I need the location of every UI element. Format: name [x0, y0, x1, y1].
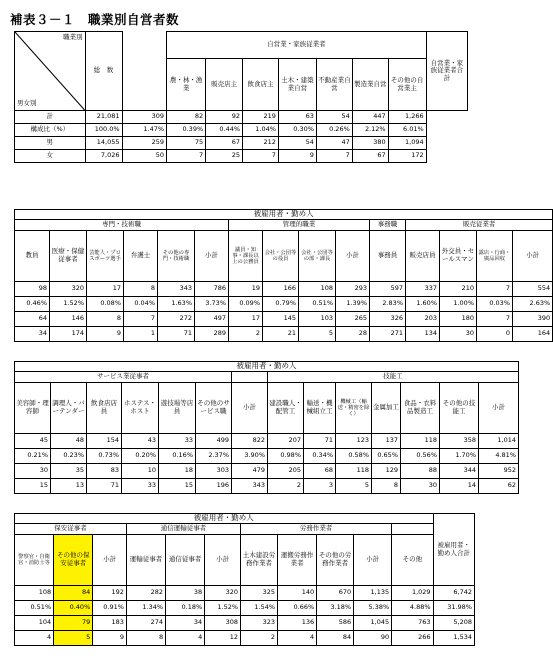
data-cell: 271 — [370, 327, 406, 342]
table-row — [15, 601, 475, 616]
data-cell: 45 — [15, 434, 51, 449]
sum-cell: 6.01% — [388, 124, 426, 137]
section-title: 被雇用者・勤め人 — [15, 210, 553, 220]
data-cell: 47 — [316, 137, 352, 150]
data-cell: 7 — [243, 150, 279, 163]
col-header: 医療・保健従事者 — [50, 231, 87, 282]
data-cell: 192 — [93, 586, 127, 601]
data-cell: 1,135 — [354, 586, 392, 601]
col-header: 芸能人・プロスポーツ選手 — [87, 231, 124, 282]
data-cell: 83 — [87, 464, 122, 479]
col-header: 小計 — [513, 231, 553, 282]
data-cell: 0.04% — [124, 297, 158, 312]
data-cell: 274 — [126, 616, 165, 631]
col-header: 調理人・バーテンダー — [51, 383, 87, 434]
data-cell: 554 — [513, 282, 553, 297]
data-cell: 28 — [336, 327, 370, 342]
data-cell: 9 — [87, 327, 124, 342]
data-cell: 1,029 — [392, 586, 433, 601]
data-cell: 84 — [54, 586, 93, 601]
table-row — [15, 616, 475, 631]
total-cell: 21,081 — [85, 111, 122, 124]
data-cell: 0.21% — [15, 449, 51, 464]
data-cell: 166 — [263, 282, 299, 297]
data-cell: 0.79% — [263, 297, 299, 312]
group-header: 労務作業者 — [241, 524, 392, 535]
col-header: その他の保安従事者 — [54, 535, 93, 586]
data-cell: 1 — [124, 327, 158, 342]
col-header: 自営業・家族従業者合計 — [426, 32, 467, 111]
data-cell: 344 — [440, 464, 479, 479]
col-header: 小計 — [205, 535, 241, 586]
data-cell: 1,534 — [433, 631, 474, 646]
col-header: 美容師・理容師 — [15, 383, 51, 434]
data-cell: 43 — [122, 434, 159, 449]
col-header: 金属加工 — [372, 383, 401, 434]
data-cell: 1.34% — [126, 601, 165, 616]
data-cell: 92 — [206, 111, 243, 124]
data-cell: 7 — [477, 312, 513, 327]
col-header: 飲食店店員 — [87, 383, 122, 434]
data-cell: 1.70% — [440, 449, 479, 464]
data-cell: 62 — [479, 479, 519, 494]
data-cell: 18 — [159, 464, 196, 479]
data-cell: 343 — [158, 282, 195, 297]
data-cell: 3.18% — [317, 601, 354, 616]
data-cell: 71 — [87, 479, 122, 494]
data-cell: 4.81% — [479, 449, 519, 464]
data-cell: 0.09% — [229, 297, 263, 312]
data-cell: 34 — [15, 327, 50, 342]
data-cell: 597 — [370, 282, 406, 297]
data-cell: 670 — [317, 586, 354, 601]
corner-top-label: 職業別 — [63, 33, 83, 41]
data-cell: 272 — [158, 312, 195, 327]
data-cell: 203 — [406, 312, 440, 327]
col-header: 警察官・自衛官・消防士等 — [15, 535, 54, 586]
data-cell: 320 — [50, 282, 87, 297]
table-row — [15, 464, 519, 479]
group-filler — [392, 524, 433, 535]
data-cell: 2.83% — [370, 297, 406, 312]
data-cell: 390 — [513, 312, 553, 327]
row-label: 計 — [15, 111, 86, 124]
data-cell: 2.37% — [196, 449, 232, 464]
row-label: 構成比（%） — [15, 124, 86, 137]
data-cell: 129 — [372, 464, 401, 479]
table-row — [15, 282, 553, 297]
col-header: 輸送・機械組立工 — [304, 383, 336, 434]
data-cell: 0 — [477, 327, 513, 342]
sum-cell: 172 — [388, 150, 426, 163]
data-cell: 308 — [205, 616, 241, 631]
col-header: 小計 — [93, 535, 127, 586]
data-cell: 380 — [352, 137, 388, 150]
data-cell: 0.08% — [87, 297, 124, 312]
col-header: 製造業自営 — [352, 59, 388, 111]
corner-bottom-label: 男女別 — [17, 99, 37, 108]
data-cell: 71 — [158, 327, 195, 342]
data-cell: 303 — [196, 464, 232, 479]
data-cell: 447 — [352, 111, 388, 124]
group-header: 保安従事者 — [15, 524, 127, 535]
data-cell: 123 — [336, 434, 372, 449]
group-header: 事務職 — [370, 220, 406, 231]
data-cell: 4 — [278, 631, 317, 646]
data-cell: 35 — [51, 464, 87, 479]
data-cell: 479 — [232, 464, 268, 479]
data-cell: 822 — [232, 434, 268, 449]
data-cell: 1.52% — [205, 601, 241, 616]
table-row — [15, 297, 553, 312]
data-cell: 146 — [50, 312, 87, 327]
col-header: 小計 — [336, 231, 370, 282]
data-cell: 108 — [15, 586, 54, 601]
col-header: 会社・公団等の役員 — [263, 231, 299, 282]
data-cell: 343 — [232, 479, 268, 494]
data-cell: 7 — [124, 312, 158, 327]
data-cell: 12 — [205, 631, 241, 646]
row-label: 男 — [15, 137, 86, 150]
col-header: 農・林・漁業 — [167, 59, 206, 111]
data-cell: 2 — [268, 479, 304, 494]
data-cell: 30 — [440, 327, 477, 342]
data-cell: 0.03% — [477, 297, 513, 312]
section-title: 被雇用者・勤め人 — [15, 514, 434, 524]
data-cell: 79 — [54, 616, 93, 631]
col-header: 運搬労務作業者 — [278, 535, 317, 586]
data-cell: 325 — [241, 586, 278, 601]
employee-table-3 — [14, 513, 475, 646]
data-cell: 54 — [316, 111, 352, 124]
table-row — [15, 124, 468, 137]
data-cell: 3.73% — [195, 297, 229, 312]
data-cell: 2 — [229, 327, 263, 342]
col-header: 小計 — [354, 535, 392, 586]
data-cell: 1,045 — [354, 616, 392, 631]
data-cell: 15 — [159, 479, 196, 494]
col-header: 小計 — [232, 383, 268, 434]
data-cell: 0.20% — [122, 449, 159, 464]
table-row — [15, 479, 519, 494]
data-cell: 212 — [243, 137, 279, 150]
data-cell: 136 — [278, 616, 317, 631]
group-header: サービス業従事者 — [15, 372, 232, 383]
data-cell: 118 — [401, 434, 440, 449]
col-header: 会社・公団等の部・課長 — [299, 231, 336, 282]
group-filler — [232, 372, 268, 383]
sum-cell: 1,094 — [388, 137, 426, 150]
data-cell: 9 — [93, 631, 127, 646]
data-cell: 180 — [440, 312, 477, 327]
col-header: 遊技場等店員 — [159, 383, 196, 434]
data-cell: 1.04% — [243, 124, 279, 137]
data-cell: 3 — [304, 479, 336, 494]
data-cell: 786 — [195, 282, 229, 297]
group-header: 管理的職業 — [229, 220, 370, 231]
data-cell: 337 — [406, 282, 440, 297]
corner-header — [15, 32, 86, 111]
table-row — [15, 434, 519, 449]
data-cell: 1.00% — [440, 297, 477, 312]
col-header: 土木・建築業自営 — [278, 59, 316, 111]
col-header: 土木建設労務作業者 — [241, 535, 278, 586]
data-cell: 103 — [299, 312, 336, 327]
table-row — [15, 631, 475, 646]
data-cell: 0.73% — [87, 449, 122, 464]
data-cell: 0.51% — [15, 601, 54, 616]
col-header: 小計 — [195, 231, 229, 282]
employee-table-2 — [14, 361, 519, 494]
data-cell: 34 — [166, 616, 205, 631]
data-cell: 64 — [15, 312, 50, 327]
col-header: 事務員 — [370, 231, 406, 282]
data-cell: 5,208 — [433, 616, 474, 631]
data-cell: 205 — [268, 464, 304, 479]
data-cell: 0.91% — [93, 601, 127, 616]
data-cell: 0.40% — [54, 601, 93, 616]
data-cell: 210 — [440, 282, 477, 297]
data-cell: 134 — [406, 327, 440, 342]
data-cell: 207 — [268, 434, 304, 449]
data-cell: 309 — [122, 111, 167, 124]
data-cell: 499 — [196, 434, 232, 449]
row-label: 女 — [15, 150, 86, 163]
sum-cell: 1,266 — [388, 111, 426, 124]
col-header: 運輸従事者 — [126, 535, 165, 586]
data-cell: 2 — [241, 631, 278, 646]
data-cell: 586 — [317, 616, 354, 631]
data-cell: 17 — [87, 282, 124, 297]
data-cell: 7 — [316, 150, 352, 163]
data-cell: 3.90% — [232, 449, 268, 464]
data-cell: 63 — [278, 111, 316, 124]
data-cell: 104 — [15, 616, 54, 631]
group-header: 専門・技術職 — [15, 220, 229, 231]
data-cell: 323 — [241, 616, 278, 631]
data-cell: 0.56% — [401, 449, 440, 464]
data-cell: 0.58% — [336, 449, 372, 464]
col-header: 議員・知事・課長以上の公務員 — [229, 231, 263, 282]
col-header: 機械工（輸送・精密を除く） — [336, 383, 372, 434]
data-cell: 10 — [122, 464, 159, 479]
data-cell: 4 — [15, 631, 54, 646]
section-title: 被雇用者・勤め人 — [15, 362, 519, 372]
col-header: 飲食店主 — [243, 59, 279, 111]
data-cell: 1.52% — [50, 297, 87, 312]
data-cell: 259 — [122, 137, 167, 150]
col-header: 販売店員 — [406, 231, 440, 282]
data-cell: 497 — [195, 312, 229, 327]
total-cell: 7,026 — [85, 150, 122, 163]
data-cell: 7 — [167, 150, 206, 163]
data-cell: 763 — [392, 616, 433, 631]
table-row — [15, 327, 553, 342]
col-header: その他の技能工 — [440, 383, 479, 434]
data-cell: 84 — [317, 631, 354, 646]
data-cell: 71 — [304, 434, 336, 449]
data-cell: 48 — [51, 434, 87, 449]
data-cell: 88 — [401, 464, 440, 479]
data-cell: 5 — [299, 327, 336, 342]
data-cell: 0.34% — [304, 449, 336, 464]
data-cell: 952 — [479, 464, 519, 479]
data-cell: 33 — [122, 479, 159, 494]
data-cell: 0.16% — [159, 449, 196, 464]
data-cell: 50 — [122, 150, 167, 163]
col-header: 露店・行商・廣品回収 — [477, 231, 513, 282]
data-cell: 6,742 — [433, 586, 474, 601]
data-cell: 0.30% — [278, 124, 316, 137]
data-cell: 196 — [196, 479, 232, 494]
col-header: その他 — [392, 535, 433, 586]
data-cell: 140 — [278, 586, 317, 601]
data-cell: 25 — [206, 150, 243, 163]
data-cell: 154 — [87, 434, 122, 449]
data-cell: 15 — [15, 479, 51, 494]
data-cell: 108 — [299, 282, 336, 297]
data-cell: 282 — [126, 586, 165, 601]
data-cell: 30 — [15, 464, 51, 479]
col-header: その他のサービス職 — [196, 383, 232, 434]
employee-table-1 — [14, 209, 553, 342]
data-cell: 0.46% — [15, 297, 50, 312]
data-cell: 320 — [205, 586, 241, 601]
table-row — [15, 137, 468, 150]
data-cell: 30 — [401, 479, 440, 494]
col-header: 販売店主 — [206, 59, 243, 111]
data-cell: 289 — [195, 327, 229, 342]
data-cell: 8 — [87, 312, 124, 327]
data-cell: 21 — [263, 327, 299, 342]
total-cell: 14,055 — [85, 137, 122, 150]
group-header: 通信運輸従事者 — [126, 524, 240, 535]
col-header: 食品・衣料品製造工 — [401, 383, 440, 434]
data-cell: 5 — [336, 479, 372, 494]
data-cell: 67 — [206, 137, 243, 150]
col-header: 不動産業自営 — [316, 59, 352, 111]
col-header: その他の専門・技術職 — [158, 231, 195, 282]
self-employed-table — [14, 31, 468, 163]
col-header: 建設職人・配管工 — [268, 383, 304, 434]
data-cell: 38 — [166, 586, 205, 601]
data-cell: 13 — [51, 479, 87, 494]
data-cell: 4.88% — [392, 601, 433, 616]
col-header: 通信従事者 — [166, 535, 205, 586]
data-cell: 5.38% — [354, 601, 392, 616]
data-cell: 90 — [354, 631, 392, 646]
table-row — [15, 150, 468, 163]
data-cell: 164 — [513, 327, 553, 342]
data-cell: 183 — [93, 616, 127, 631]
data-cell: 0.18% — [166, 601, 205, 616]
data-cell: 54 — [278, 137, 316, 150]
col-header: 弁護士 — [124, 231, 158, 282]
data-cell: 98 — [15, 282, 50, 297]
group-header: 自営業・家族従業者 — [167, 32, 427, 59]
table-row — [15, 111, 468, 124]
data-cell: 5 — [54, 631, 93, 646]
data-cell: 0.98% — [268, 449, 304, 464]
data-cell: 265 — [336, 312, 370, 327]
group-header: 販売従業者 — [406, 220, 553, 231]
data-cell: 8 — [372, 479, 401, 494]
data-cell: 8 — [124, 282, 158, 297]
data-cell: 4 — [166, 631, 205, 646]
data-cell: 266 — [392, 631, 433, 646]
table-row — [15, 449, 519, 464]
group-header: 技能工 — [268, 372, 519, 383]
col-header: その他の労務作業者 — [317, 535, 354, 586]
data-cell: 0.26% — [316, 124, 352, 137]
table-row — [15, 586, 475, 601]
data-cell: 67 — [352, 150, 388, 163]
data-cell: 33 — [159, 434, 196, 449]
total-header: 総 数 — [85, 32, 122, 111]
data-cell: 9 — [278, 150, 316, 163]
page-title: 補表３－１ 職業別自営者数 — [10, 12, 180, 27]
data-cell: 0.51% — [299, 297, 336, 312]
data-cell: 174 — [50, 327, 87, 342]
data-cell: 17 — [229, 312, 263, 327]
data-cell: 19 — [229, 282, 263, 297]
col-header: 教員 — [15, 231, 50, 282]
data-cell: 219 — [243, 111, 279, 124]
data-cell: 145 — [263, 312, 299, 327]
data-cell: 358 — [440, 434, 479, 449]
data-cell: 1.54% — [241, 601, 278, 616]
data-cell: 1.63% — [158, 297, 195, 312]
data-cell: 8 — [126, 631, 165, 646]
data-cell: 293 — [336, 282, 370, 297]
col-header: 小計 — [479, 383, 519, 434]
data-cell: 7 — [477, 282, 513, 297]
data-cell: 31.98% — [433, 601, 474, 616]
data-cell: 14 — [440, 479, 479, 494]
data-cell: 0.44% — [206, 124, 243, 137]
total-cell: 100.0% — [85, 124, 122, 137]
data-cell: 1.39% — [336, 297, 370, 312]
data-cell: 0.39% — [167, 124, 206, 137]
col-header: その他の自営業主 — [388, 59, 426, 111]
data-cell: 118 — [336, 464, 372, 479]
data-cell: 137 — [372, 434, 401, 449]
data-cell: 1.60% — [406, 297, 440, 312]
col-header: ホステス・ホスト — [122, 383, 159, 434]
data-cell: 2.12% — [352, 124, 388, 137]
data-cell: 68 — [304, 464, 336, 479]
data-cell: 0.23% — [51, 449, 87, 464]
data-cell: 75 — [167, 137, 206, 150]
data-cell: 1.47% — [122, 124, 167, 137]
col-header: 外交員・セールスマン — [440, 231, 477, 282]
data-cell: 2.63% — [513, 297, 553, 312]
table-row — [15, 312, 553, 327]
data-cell: 82 — [167, 111, 206, 124]
col-header: 被雇用者・勤め人合計 — [433, 514, 474, 586]
data-cell: 1,014 — [479, 434, 519, 449]
data-cell: 326 — [370, 312, 406, 327]
data-cell: 0.65% — [372, 449, 401, 464]
data-cell: 0.66% — [278, 601, 317, 616]
